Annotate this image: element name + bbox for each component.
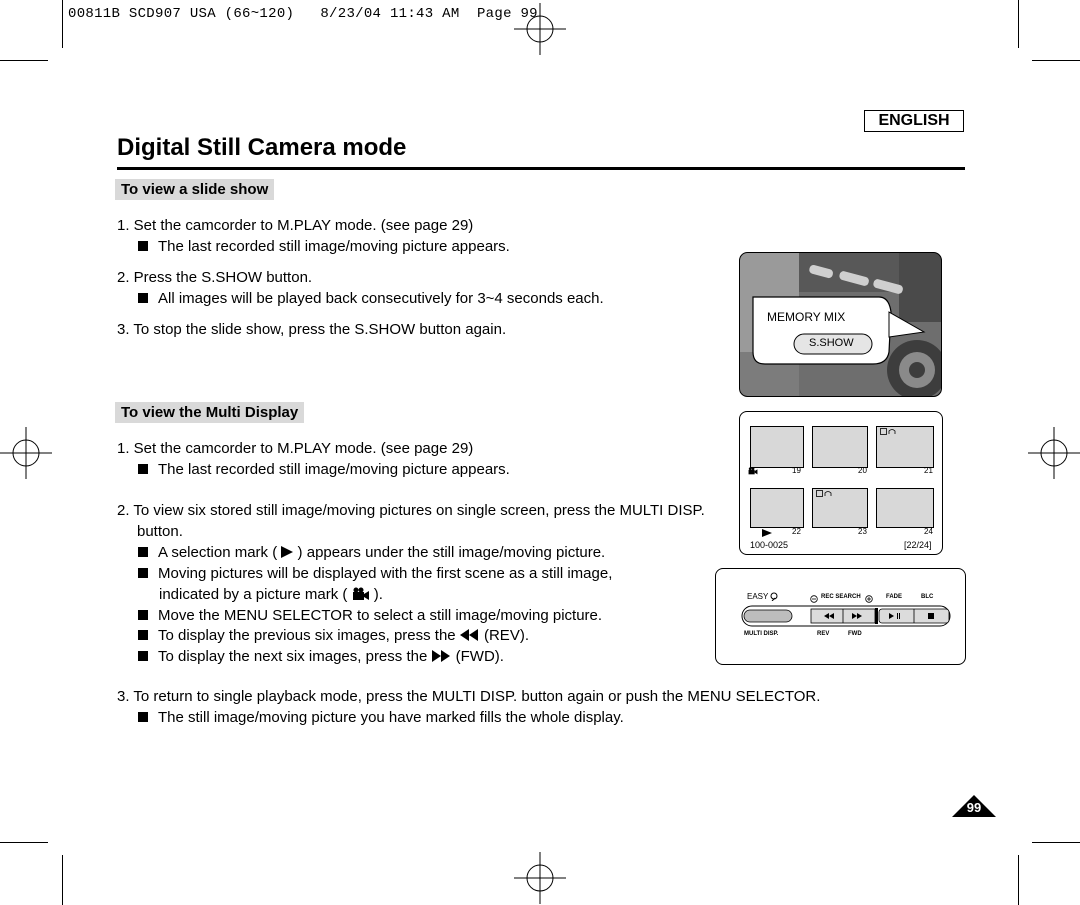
multi-step-2-bullet-2 <box>138 564 612 584</box>
thumbnail-number: 19 <box>792 466 801 475</box>
crop-mark <box>0 842 48 843</box>
slide-show-step-2-bullet <box>138 289 604 309</box>
button-panel-illustration <box>715 568 966 665</box>
multi-step-1-bullet <box>138 460 510 480</box>
image-counter: [22/24] <box>904 540 932 550</box>
bullet-square-icon <box>138 547 148 557</box>
bullet-text: ) appears under the still image/moving picture. <box>293 544 606 561</box>
crop-mark <box>1032 60 1080 61</box>
bullet-text: ). <box>369 586 383 603</box>
page-title: Digital Still Camera mode <box>117 134 407 161</box>
bullet-text: The still image/moving picture you have marked fills the whole display. <box>158 709 624 726</box>
multi-step-3-bullet <box>138 708 624 728</box>
fwd-label: FWD <box>848 631 862 637</box>
registration-mark-icon <box>514 3 566 55</box>
sshow-button-label: S.SHOW <box>809 337 854 349</box>
crop-mark <box>1018 0 1019 48</box>
multi-disp-label: MULTI DISP. <box>744 631 779 637</box>
rev-label: REV <box>817 631 830 637</box>
crop-mark <box>1032 842 1080 843</box>
bullet-text: The last recorded still image/moving picture appears. <box>158 238 510 255</box>
fade-label: FADE <box>886 594 903 600</box>
multi-step-2-bullet-5 <box>138 647 504 667</box>
bullet-square-icon <box>138 241 148 251</box>
thumbnail-number: 21 <box>924 466 933 475</box>
button-row <box>741 605 951 627</box>
section-heading-slide-show: To view a slide show <box>115 179 274 200</box>
page-number: 99 <box>966 800 982 815</box>
multi-step-2-bullet-1 <box>138 543 605 563</box>
registration-mark-icon <box>1028 427 1080 479</box>
bullet-text: (REV). <box>479 627 529 644</box>
bullet-text: All images will be played back consecutively for 3~4 seconds each. <box>158 290 604 307</box>
registration-mark-icon <box>514 852 566 904</box>
bullet-square-icon <box>138 293 148 303</box>
thumbnail-number: 24 <box>924 527 933 536</box>
picture-mark-icon <box>748 467 758 475</box>
registration-mark-icon <box>0 427 52 479</box>
bullet-square-icon <box>138 464 148 474</box>
thumbnail-6 <box>876 488 934 528</box>
easy-icon <box>770 592 778 601</box>
language-badge: ENGLISH <box>864 110 964 132</box>
bullet-text: The last recorded still image/moving picture appears. <box>158 461 510 478</box>
multi-step-2-bullet-4 <box>138 626 529 646</box>
print-header: 00811B SCD907 USA (66~120) 8/23/04 11:43 AM Page 99 <box>68 6 538 22</box>
multi-step-2-bullet-2-cont <box>159 585 383 605</box>
sshow-button-illustration <box>739 252 942 397</box>
selection-mark-icon <box>281 546 293 558</box>
crop-mark <box>62 0 63 48</box>
bullet-text: (FWD). <box>451 648 504 665</box>
multi-step-1: 1. Set the camcorder to M.PLAY mode. (see page 29) <box>117 440 474 457</box>
slide-show-step-2: 2. Press the S.SHOW button. <box>117 269 313 286</box>
blc-label: BLC <box>921 594 934 600</box>
thumbnail-number: 22 <box>792 527 801 536</box>
multi-step-2-line-2: button. <box>137 523 183 540</box>
slide-show-step-1: 1. Set the camcorder to M.PLAY mode. (see page 29) <box>117 217 474 234</box>
rec-search-label: REC SEARCH <box>821 594 861 600</box>
bullet-square-icon <box>138 568 148 578</box>
crop-mark <box>0 60 48 61</box>
rewind-icon <box>460 629 480 641</box>
bullet-text: Moving pictures will be displayed with the first scene as a still image, <box>158 565 613 582</box>
thumbnail-number: 23 <box>858 527 867 536</box>
rec-search-plus-icon <box>865 595 873 603</box>
bullet-text: Move the MENU SELECTOR to select a still image/moving picture. <box>158 607 603 624</box>
thumbnail-number: 20 <box>858 466 867 475</box>
bullet-square-icon <box>138 651 148 661</box>
fast-forward-icon <box>431 650 451 662</box>
bullet-square-icon <box>138 610 148 620</box>
folder-number: 100-0025 <box>750 540 789 550</box>
crop-mark <box>1018 855 1019 905</box>
multi-step-3: 3. To return to single playback mode, press the MULTI DISP. button again or push the MENU SELECTOR. <box>117 688 821 705</box>
crop-mark <box>62 855 63 905</box>
protect-icon <box>880 428 896 436</box>
bullet-text: A selection mark ( <box>158 544 282 561</box>
slide-show-step-1-bullet <box>138 237 510 257</box>
rec-search-minus-icon <box>810 595 818 603</box>
bullet-square-icon <box>138 712 148 722</box>
multi-step-2-line-1: 2. To view six stored still image/moving pictures on single screen, press the MULTI DISP. <box>117 502 705 519</box>
thumbnail-2 <box>812 426 868 468</box>
easy-label: EASY <box>747 592 769 601</box>
bullet-square-icon <box>138 630 148 640</box>
thumbnail-4 <box>750 488 804 528</box>
title-rule <box>117 167 965 170</box>
bullet-text: indicated by a picture mark ( <box>159 586 352 603</box>
bullet-text: To display the previous six images, press the <box>158 627 460 644</box>
bullet-text: To display the next six images, press the <box>158 648 432 665</box>
multi-step-2-bullet-3 <box>138 606 602 626</box>
section-heading-multi-display: To view the Multi Display <box>115 402 304 423</box>
protect-icon <box>816 490 832 498</box>
memory-mix-label: MEMORY MIX <box>767 310 846 324</box>
selection-mark-icon <box>762 529 772 537</box>
multi-display-screen <box>739 411 943 555</box>
thumbnail-1 <box>750 426 804 468</box>
slide-show-step-3: 3. To stop the slide show, press the S.SHOW button again. <box>117 321 507 338</box>
picture-mark-icon <box>352 587 370 601</box>
